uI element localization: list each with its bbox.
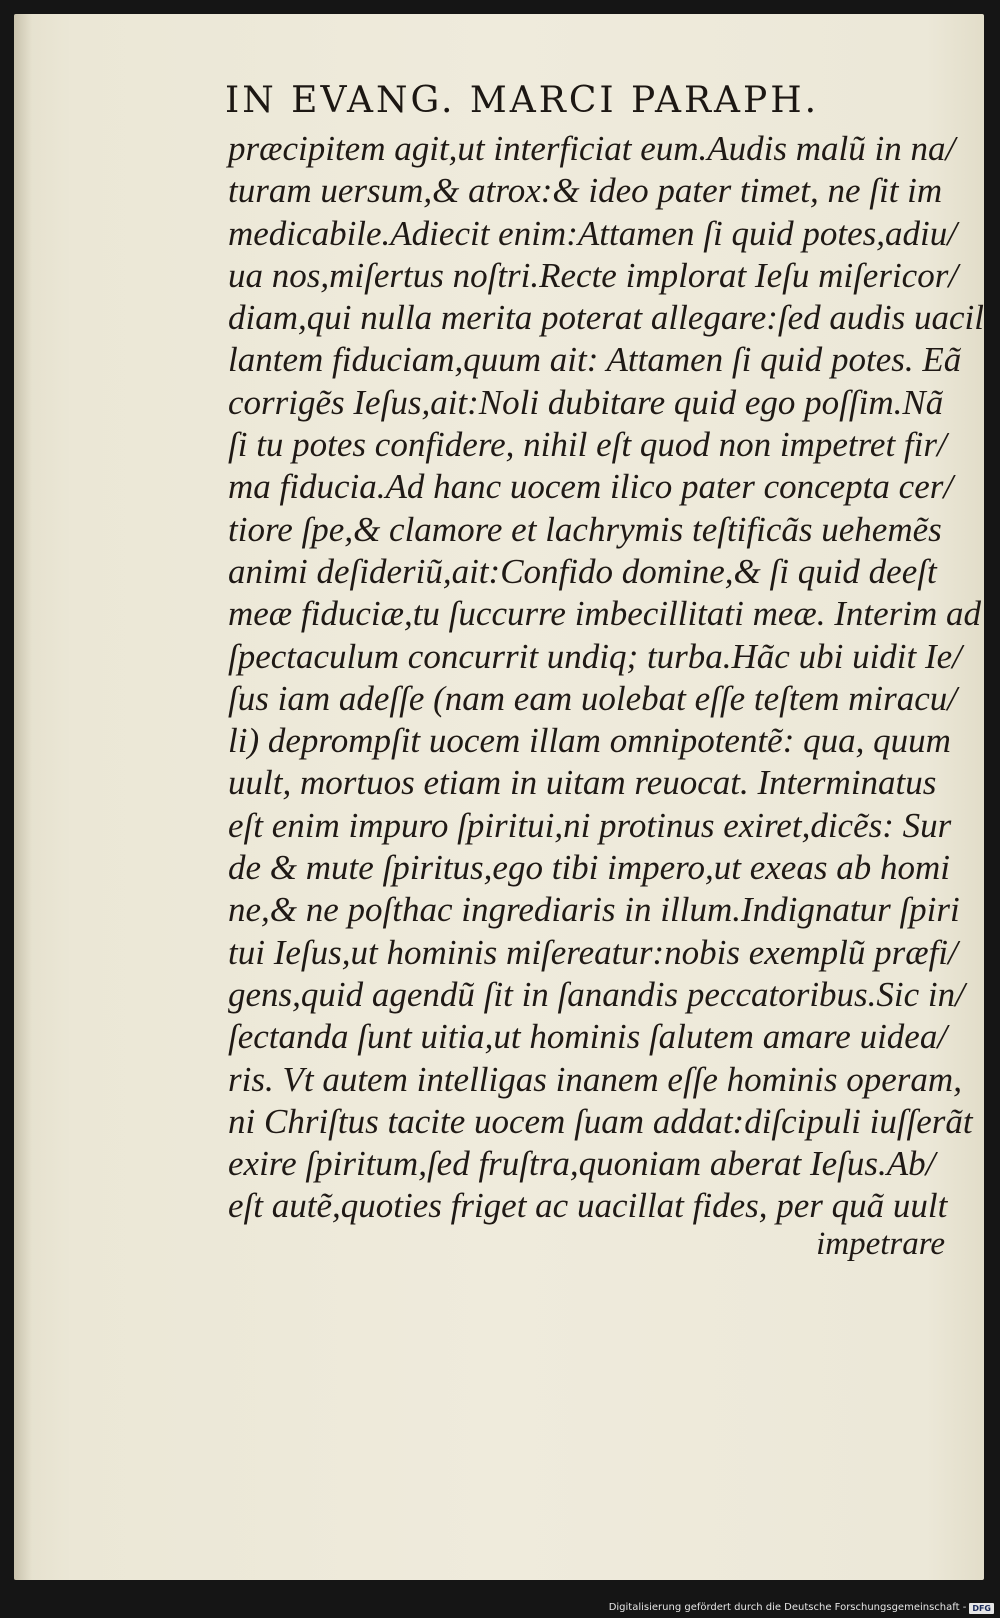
text-line: animi deſideriũ,ait:Confido domine,& ſi quid deeſt (228, 551, 937, 591)
dfg-logo: DFG (969, 1603, 994, 1614)
text-line: li) deprompſit uocem illam omnipotentẽ: qua, quum (228, 721, 951, 761)
text-line: ma fiducia.Ad hanc uocem ilico pater concepta cer/ (228, 467, 954, 507)
text-line: exire ſpiritum,ſed fruſtra,quoniam aberat Ieſus.Ab/ (228, 1144, 936, 1184)
text-line: eſt enim impuro ſpiritui,ni protinus exiret,dicẽs: Sur (228, 805, 952, 845)
body-text (228, 128, 984, 1228)
text-line: ris. Vt autem intelligas inanem eſſe hominis operam, (228, 1059, 962, 1099)
text-line: de & mute ſpiritus,ego tibi impero,ut exeas ab homi (228, 848, 950, 888)
text-line: eſt autẽ,quoties friget ac uacillat fides, per quã uult (228, 1186, 948, 1226)
text-line: lantem fiduciam,quum ait: Attamen ſi quid potes. Eã (228, 340, 962, 380)
text-line: ſi tu potes confidere, nihil eſt quod non impetret fir/ (228, 425, 947, 465)
credit-text: Digitalisierung gefördert durch die Deutsche Forschungsgemeinschaft - (608, 1602, 967, 1613)
text-line: præcipitem agit,ut interficiat eum.Audis malũ in na/ (228, 129, 956, 168)
text-line: tui Ieſus,ut hominis miſereatur:nobis exemplũ præfi/ (228, 932, 958, 972)
text-line: tiore ſpe,& clamore et lachrymis teſtificãs uehemẽs (228, 509, 942, 549)
text-line: ſectanda ſunt uitia,ut hominis ſalutem amare uidea/ (228, 1017, 948, 1057)
text-line: meæ fiduciæ,tu ſuccurre imbecillitati meæ. Interim ad (228, 594, 982, 634)
text-line: ſus iam adeſſe (nam eam uolebat eſſe teſtem miracu/ (228, 678, 958, 718)
text-line: turam uersum,& atrox:& ideo pater timet, ne ſit im (228, 171, 943, 211)
text-line: ni Chriſtus tacite uocem ſuam addat:diſcipuli iuſſerãt (228, 1101, 973, 1141)
text-line: diam,qui nulla merita poterat allegare:ſed audis uacil (228, 298, 984, 338)
text-line: uult, mortuos etiam in uitam reuocat. Interminatus (228, 763, 937, 803)
catchword: impetrare (816, 1226, 945, 1262)
text-line: ſpectaculum concurrit undiq; turba.Hãc ubi uidit Ie/ (228, 636, 962, 676)
text-line: ne,& ne poſthac ingrediaris in illum.Indignatur ſpiri (228, 890, 960, 930)
text-line: ua nos,miſertus noſtri.Recte implorat Ieſu miſericor/ (228, 255, 959, 295)
gutter-shadow (14, 14, 32, 1580)
text-line: gens,quid agendũ ſit in ſanandis peccatoribus.Sic in/ (228, 974, 965, 1014)
text-line: medicabile.Adiecit enim:Attamen ſi quid potes,adiu/ (228, 213, 958, 253)
digitization-credit (609, 1601, 994, 1615)
running-head: IN EVANG. MARCI PARAPH. (225, 80, 820, 121)
text-line: corrigẽs Ieſus,ait:Noli dubitare quid ego poſſim.Nã (228, 382, 944, 422)
